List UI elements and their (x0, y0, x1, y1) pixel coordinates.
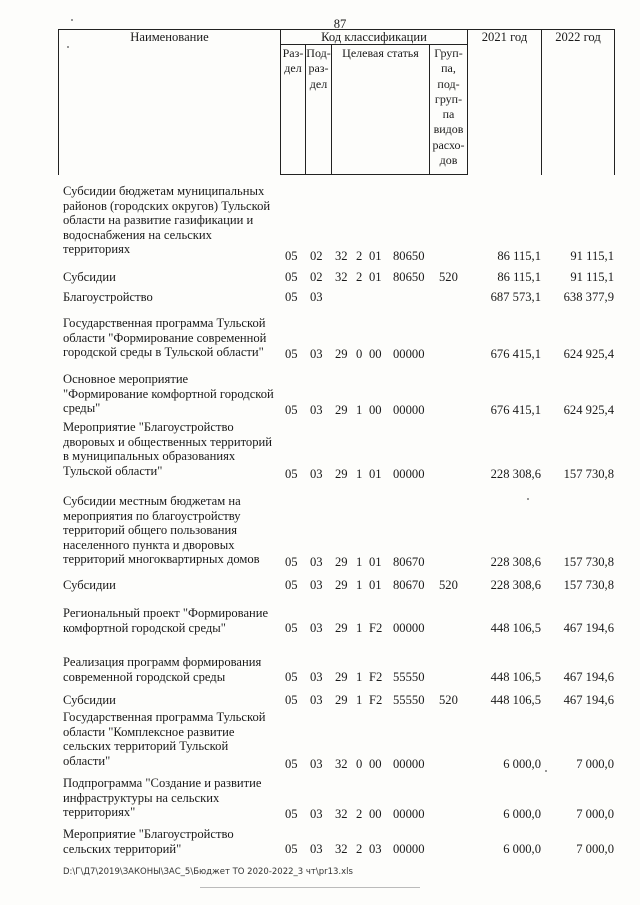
row-name: Благоустройство (63, 290, 153, 304)
row-cs1: 29 (335, 555, 348, 570)
row-podrazdel: 02 (310, 270, 323, 285)
row-cs3: 00 (369, 403, 382, 418)
row-podrazdel: 03 (310, 757, 323, 772)
row-cs4: 80650 (393, 270, 425, 285)
row-y2021: 448 106,5 (490, 670, 541, 685)
row-razdel: 05 (285, 290, 298, 305)
header-name: Наименование (59, 30, 281, 175)
table-row (0, 693, 640, 708)
row-cs4: 00000 (393, 842, 425, 857)
row-cs4: 00000 (393, 621, 425, 636)
row-cs3: 00 (369, 347, 382, 362)
row-name: Основное мероприятие "Формирование комфортной городской среды" (63, 372, 274, 416)
row-razdel: 05 (285, 693, 298, 708)
row-name: Мероприятие "Благоустройство сельских территорий" (63, 827, 234, 856)
page-number: 87 (333, 17, 347, 31)
row-cs4: 00000 (393, 757, 425, 772)
row-cs3: 03 (369, 842, 382, 857)
row-cs4: 00000 (393, 403, 425, 418)
row-cs3: F2 (369, 621, 383, 636)
scan-speck (67, 46, 69, 48)
row-y2021: 86 115,1 (497, 249, 541, 264)
row-podrazdel: 03 (310, 807, 323, 822)
row-y2021: 676 415,1 (490, 347, 541, 362)
row-razdel: 05 (285, 249, 298, 264)
row-cs3: F2 (369, 693, 383, 708)
row-cs2: 1 (356, 403, 363, 418)
row-y2022: 7 000,0 (576, 842, 614, 857)
row-y2021: 687 573,1 (490, 290, 541, 305)
row-y2022: 7 000,0 (576, 807, 614, 822)
row-name: Мероприятие "Благоустройство дворовых и общественных территорий в муниципальных образованиях Тульской области" (63, 420, 272, 478)
scan-speck (527, 498, 529, 500)
row-cs3: 01 (369, 578, 382, 593)
row-y2022: 467 194,6 (563, 670, 614, 685)
row-y2021: 448 106,5 (490, 693, 541, 708)
row-razdel: 05 (285, 467, 298, 482)
row-cs1: 29 (335, 403, 348, 418)
row-y2022: 467 194,6 (563, 693, 614, 708)
table-row (0, 184, 640, 264)
table-row (0, 372, 640, 418)
row-name: Государственная программа Тульской области "Формирование современной городской среды в Тульской области" (63, 316, 267, 360)
row-cs1: 29 (335, 670, 348, 685)
row-y2022: 157 730,8 (563, 467, 614, 482)
row-y2022: 467 194,6 (563, 621, 614, 636)
row-razdel: 05 (285, 670, 298, 685)
row-y2022: 91 115,1 (570, 270, 614, 285)
header-razdel: Раз- дел (281, 45, 306, 175)
row-cs2: 1 (356, 467, 363, 482)
row-cs2: 1 (356, 693, 363, 708)
row-podrazdel: 02 (310, 249, 323, 264)
row-vr: 520 (439, 693, 458, 708)
row-cs1: 32 (335, 842, 348, 857)
row-cs2: 2 (356, 249, 363, 264)
scan-speck (71, 19, 73, 21)
row-vr: 520 (439, 270, 458, 285)
row-cs4: 80650 (393, 249, 425, 264)
row-cs2: 0 (356, 757, 363, 772)
row-cs1: 29 (335, 347, 348, 362)
table-row (0, 655, 640, 685)
row-y2022: 624 925,4 (563, 347, 614, 362)
footer-file-path: D:\Г\Д7\2019\ЗАКОНЫ\ЗАС_5\Бюджет ТО 2020-2022_3 чт\pr13.xls (63, 867, 353, 877)
row-cs4: 80670 (393, 555, 425, 570)
bottom-rule (200, 887, 420, 888)
row-cs4: 55550 (393, 670, 425, 685)
row-cs1: 29 (335, 467, 348, 482)
table-row (0, 578, 640, 593)
row-razdel: 05 (285, 757, 298, 772)
row-cs4: 80670 (393, 578, 425, 593)
row-cs3: 00 (369, 757, 382, 772)
row-y2022: 157 730,8 (563, 555, 614, 570)
table-row (0, 827, 640, 857)
table-row (0, 420, 640, 482)
row-cs2: 0 (356, 347, 363, 362)
row-name: Подпрограмма "Создание и развитие инфраструктуры на сельских территориях" (63, 776, 262, 820)
row-y2022: 624 925,4 (563, 403, 614, 418)
row-razdel: 05 (285, 555, 298, 570)
row-razdel: 05 (285, 347, 298, 362)
row-cs2: 1 (356, 578, 363, 593)
header-classification-code: Код классификации (281, 30, 468, 45)
header-target-item: Целевая статья (332, 45, 430, 175)
table-row (0, 606, 640, 636)
row-name: Субсидии (63, 578, 116, 592)
row-cs2: 2 (356, 807, 363, 822)
header-year-2021: 2021 год (468, 30, 542, 175)
table-header (58, 29, 615, 175)
row-cs2: 2 (356, 842, 363, 857)
row-cs1: 32 (335, 807, 348, 822)
header-expense-group: Груп- па, под- груп- па видов расхо- дов (430, 45, 468, 175)
row-podrazdel: 03 (310, 290, 323, 305)
header-year-2022: 2022 год (542, 30, 615, 175)
table-row (0, 290, 640, 305)
table-row (0, 776, 640, 822)
row-name: Субсидии бюджетам муниципальных районов (городских округов) Тульской области на развитие газификации и водоснабжения на сельских территориях (63, 184, 271, 257)
row-cs4: 00000 (393, 347, 425, 362)
row-cs1: 32 (335, 757, 348, 772)
row-cs1: 29 (335, 578, 348, 593)
table-row (0, 270, 640, 285)
row-y2021: 676 415,1 (490, 403, 541, 418)
row-razdel: 05 (285, 403, 298, 418)
row-y2021: 228 308,6 (490, 578, 541, 593)
row-y2021: 6 000,0 (503, 842, 541, 857)
row-podrazdel: 03 (310, 670, 323, 685)
header-podrazdel: Под- раз- дел (306, 45, 332, 175)
row-razdel: 05 (285, 842, 298, 857)
row-cs4: 00000 (393, 807, 425, 822)
table-row (0, 316, 640, 362)
row-name: Субсидии местным бюджетам на мероприятия по благоустройству территорий общего пользования населенного пункта и дворовых территорий многоквартирных домов (63, 494, 260, 567)
row-podrazdel: 03 (310, 621, 323, 636)
row-podrazdel: 03 (310, 555, 323, 570)
row-cs3: 01 (369, 270, 382, 285)
row-cs1: 29 (335, 621, 348, 636)
row-cs3: 01 (369, 249, 382, 264)
scan-speck (545, 770, 547, 772)
row-razdel: 05 (285, 578, 298, 593)
row-podrazdel: 03 (310, 693, 323, 708)
row-y2022: 91 115,1 (570, 249, 614, 264)
row-y2021: 86 115,1 (497, 270, 541, 285)
row-y2021: 228 308,6 (490, 555, 541, 570)
row-y2021: 6 000,0 (503, 807, 541, 822)
row-cs3: 01 (369, 555, 382, 570)
row-vr: 520 (439, 578, 458, 593)
row-cs2: 1 (356, 670, 363, 685)
row-cs4: 55550 (393, 693, 425, 708)
row-name: Региональный проект "Формирование комфортной городской среды" (63, 606, 269, 635)
row-cs3: 00 (369, 807, 382, 822)
row-name: Субсидии (63, 270, 116, 284)
row-cs3: 01 (369, 467, 382, 482)
row-razdel: 05 (285, 621, 298, 636)
row-cs2: 1 (356, 555, 363, 570)
row-name: Реализация программ формирования современной городской среды (63, 655, 262, 684)
table-row (0, 494, 640, 570)
row-razdel: 05 (285, 270, 298, 285)
row-podrazdel: 03 (310, 467, 323, 482)
row-cs4: 00000 (393, 467, 425, 482)
row-y2022: 7 000,0 (576, 757, 614, 772)
row-name: Субсидии (63, 693, 116, 707)
table-row (0, 710, 640, 772)
row-name: Государственная программа Тульской области "Комплексное развитие сельских территорий Тульской области" (63, 710, 266, 768)
row-podrazdel: 03 (310, 403, 323, 418)
row-cs1: 29 (335, 693, 348, 708)
row-cs1: 32 (335, 249, 348, 264)
row-cs2: 1 (356, 621, 363, 636)
row-y2021: 6 000,0 (503, 757, 541, 772)
row-podrazdel: 03 (310, 347, 323, 362)
row-cs1: 32 (335, 270, 348, 285)
row-podrazdel: 03 (310, 578, 323, 593)
row-y2022: 638 377,9 (563, 290, 614, 305)
row-podrazdel: 03 (310, 842, 323, 857)
row-y2022: 157 730,8 (563, 578, 614, 593)
row-y2021: 228 308,6 (490, 467, 541, 482)
row-cs2: 2 (356, 270, 363, 285)
row-cs3: F2 (369, 670, 383, 685)
row-razdel: 05 (285, 807, 298, 822)
row-y2021: 448 106,5 (490, 621, 541, 636)
